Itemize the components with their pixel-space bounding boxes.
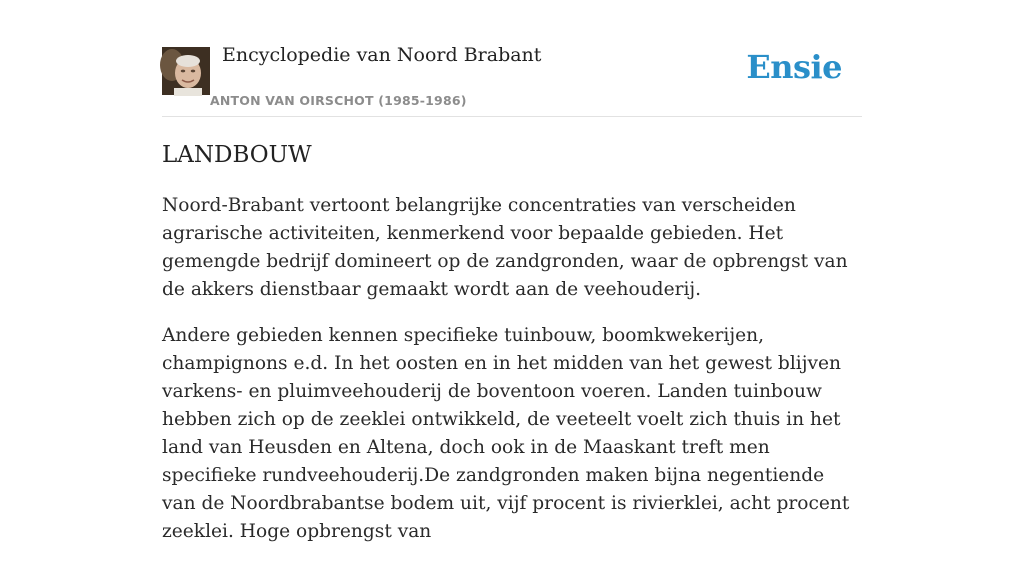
ensie-logo[interactable]: Ensie bbox=[746, 48, 842, 86]
publication-title-link[interactable]: Encyclopedie van Noord Brabant bbox=[222, 44, 542, 66]
article-paragraph: Noord-Brabant vertoont belangrijke concentraties van verscheiden agrarische activiteiten, kenmerkend voor bepaalde gebieden. Het gemengde bedrijf domineert op de zandgronden, waar de opbrengst van de akkers dienstbaar gemaakt wordt aan de veehouderij. bbox=[162, 195, 848, 300]
author-portrait-icon bbox=[162, 47, 210, 95]
article-body bbox=[162, 140, 852, 564]
author-avatar[interactable] bbox=[162, 47, 210, 95]
article-title: LANDBOUW bbox=[162, 142, 312, 168]
header bbox=[162, 0, 862, 117]
author-name[interactable]: ANTON VAN OIRSCHOT (1985-1986) bbox=[210, 93, 467, 108]
page bbox=[162, 0, 862, 542]
article-paragraph: Andere gebieden kennen specifieke tuinbouw, boomkwekerijen, champignons e.d. In het oosten en in het midden van het gewest blijven varkens- en pluimveehouderij de boventoon voeren. Landen tuinbouw hebben zich op de zeeklei ontwikkeld, de veeteelt voelt zich thuis in het land van Heusden en Altena, doch ook in de Maaskant treft men specifieke rundveehouderij.De zandgronden maken bijna negentiende van de Noordbrabantse bodem uit, vijf procent is rivierklei, acht procent zeeklei. Hoge opbrengst van bbox=[162, 325, 850, 542]
